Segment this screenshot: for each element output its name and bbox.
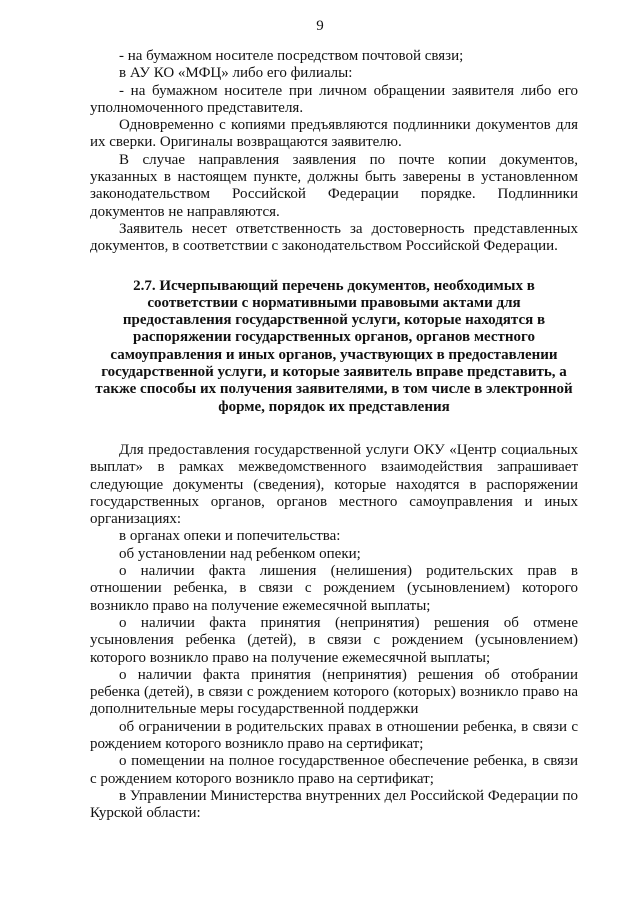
paragraph: - на бумажном носителе посредством почтовой связи; xyxy=(119,48,464,64)
paragraph: о наличии факта принятия (непринятия) решения об отмене усыновления ребенка (детей), в связи с рождением (усыновлением) которого возникло право на получение ежемесячной выплаты; xyxy=(90,614,578,666)
paragraph: о наличии факта лишения (нелишения) родительских прав в отношении ребенка, в связи с рождением (усыновлением) которого возникло право на получение ежемесячной выплаты; xyxy=(90,563,578,614)
paragraph: Для предоставления государственной услуги ОКУ «Центр социальных выплат» в рамках межведомственного взаимодействия запрашивает следующие документы (сведения), которые находятся в распоряжении государственных органов, органов местного самоуправления и иных организациях: xyxy=(90,441,578,528)
document-body xyxy=(90,48,578,822)
page-number: 9 xyxy=(316,18,324,34)
section-heading: 2.7. Исчерпывающий перечень документов, необходимых в соответствии с нормативными правовыми актами для предоставления государственной услуги, которые находятся в распоряжении государственных органов, органов местного самоуправления и иных органов, участвующих в предоставлении государственной услуги, и которые заявитель вправе представить, а также способы их получения заявителями, в том числе в электронной форме, порядок их представления xyxy=(95,277,573,415)
paragraph: В случае направления заявления по почте копии документов, указанных в настоящем пункте, должны быть заверены в установленном законодательством Российской Федерации порядке. Подлинники документов не направляются. xyxy=(90,151,578,220)
paragraph: Одновременно с копиями предъявляются подлинники документов для их сверки. Оригиналы возвращаются заявителю. xyxy=(90,117,578,151)
paragraph: о наличии факта принятия (непринятия) решения об отобрании ребенка (детей), в связи с рождением которого (которых) возникло право на дополнительные меры государственной поддержки xyxy=(90,666,578,718)
paragraph: - на бумажном носителе при личном обращении заявителя либо его уполномоченного представителя. xyxy=(90,82,578,116)
paragraph: в Управлении Министерства внутренних дел Российской Федерации по Курской области: xyxy=(90,787,578,822)
paragraph: в АУ КО «МФЦ» либо его филиалы: xyxy=(119,65,353,82)
paragraph: о помещении на полное государственное обеспечение ребенка, в связи с рождением которого возникло право на сертификат; xyxy=(90,753,578,787)
paragraph: Заявитель несет ответственность за достоверность представленных документов, в соответствии с законодательством Российской Федерации. xyxy=(90,220,578,255)
paragraph: в органах опеки и попечительства: xyxy=(119,528,341,545)
paragraph: об установлении над ребенком опеки; xyxy=(119,545,361,562)
paragraph: об ограничении в родительских правах в отношении ребенка, в связи с рождением которого возникло право на сертификат; xyxy=(90,718,578,752)
